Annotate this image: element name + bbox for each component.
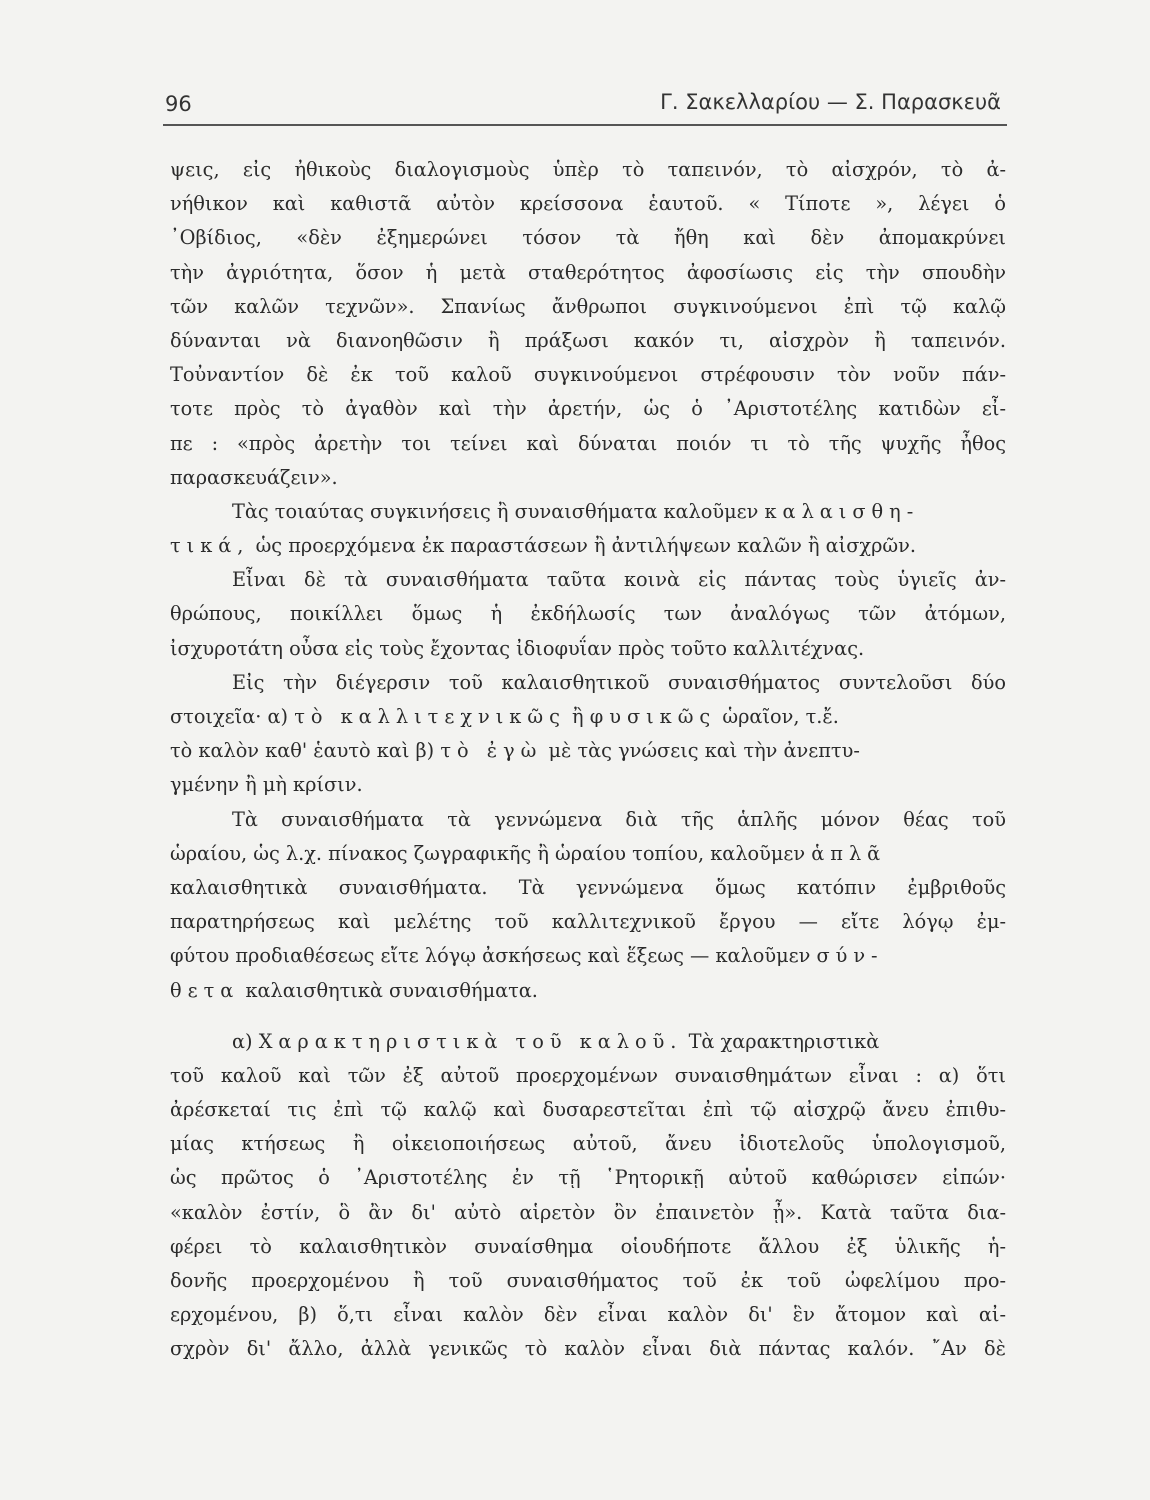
text-line: μίας κτήσεως ἢ οἰκειοποιήσεως αὐτοῦ, ἄνευ ἰδιοτελοῦς ὑπολογισμοῦ, xyxy=(170,1132,1006,1156)
header-rule xyxy=(163,124,1007,126)
text-line: τῶν καλῶν τεχνῶν». Σπανίως ἄνθρωποι συγκινούμενοι ἐπὶ τῷ καλῷ xyxy=(170,294,1006,318)
text-line: Εἰς τὴν διέγερσιν τοῦ καλαισθητικοῦ συναισθήματος συντελοῦσι δύο xyxy=(232,670,1006,694)
text-line: «καλὸν ἐστίν, ὃ ἂν δι' αὐτὸ αἱρετὸν ὂν ἐπαινετὸν ᾖ». Κατὰ ταῦτα δια- xyxy=(170,1200,1006,1224)
body-text xyxy=(170,153,1006,1367)
text-run: στοιχεῖα· α) xyxy=(170,705,289,728)
text-line: ψεις, εἰς ἠθικοὺς διαλογισμοὺς ὑπὲρ τὸ ταπεινόν, τὸ αἰσχρόν, τὸ ἀ- xyxy=(170,158,1006,181)
spaced-term: φυσικῶς xyxy=(589,705,717,728)
text-line: νήθικον καὶ καθιστᾶ αὐτὸν κρείσσονα ἑαυτοῦ. « Τίποτε », λέγει ὁ xyxy=(170,192,1006,216)
text-line: γμένην ἢ μὴ κρίσιν. xyxy=(170,773,363,797)
text-run: Τὰ χαρακτηριστικὰ xyxy=(688,1029,880,1053)
text-run: ὡραῖον, τ.ἔ. xyxy=(722,705,839,728)
spaced-term: ἁπλᾶ xyxy=(811,841,887,865)
text-line: καλαισθητικὰ συναισθήματα. Τὰ γεννώμενα ὅμως κατόπιν ἐμβριθοῦς xyxy=(170,875,1006,899)
text-line: Τοὐναντίον δὲ ἐκ τοῦ καλοῦ συγκινούμενοι στρέφουσιν τὸν νοῦν πάν- xyxy=(170,363,1006,387)
text-line: πε : «πρὸς ἀρετὴν τοι τείνει καὶ δύναται ποιόν τι τὸ τῆς ψυχῆς ἦθος xyxy=(170,431,1006,455)
spaced-term: σύν- xyxy=(816,944,884,968)
running-head: Γ. Σακελλαρίου — Σ. Παρασκευᾶ xyxy=(660,90,1001,114)
text-line: θρώπους, ποικίλλει ὅμως ἡ ἐκδήλωσίς των ἀναλόγως τῶν ἀτόμων, xyxy=(170,602,1006,626)
text-line: τὴν ἀγριότητα, ὅσον ἡ μετὰ σταθερότητος ἀφοσίωσις εἰς τὴν σπουδὴν xyxy=(170,260,1006,284)
spaced-term: τικά, xyxy=(170,534,250,558)
section-marker: α) xyxy=(232,1029,253,1053)
text-line: σχρὸν δι' ἄλλο, ἀλλὰ γενικῶς τὸ καλὸν εἶναι διὰ πάντας καλόν. ῎Αν δὲ xyxy=(170,1337,1006,1361)
paragraph-gap xyxy=(170,1008,1006,1025)
text-line xyxy=(170,974,1006,1008)
page-number: 96 xyxy=(165,92,192,116)
text-run: καλαισθητικὰ συναισθήματα. xyxy=(245,978,538,1002)
text-line xyxy=(170,734,1006,768)
text-line: δονῆς προερχομένου ἢ τοῦ συναισθήματος τοῦ ἐκ τοῦ ὠφελίμου προ- xyxy=(170,1269,1006,1292)
text-line: παρατηρήσεως καὶ μελέτης τοῦ καλλιτεχνικοῦ ἔργου — εἴτε λόγῳ ἐμ- xyxy=(170,910,1006,934)
text-run: ὡραίου, ὡς λ.χ. πίνακος ζωγραφικῆς ἢ ὡραίου τοπίου, καλοῦμεν xyxy=(170,841,806,865)
page-header xyxy=(165,84,1005,124)
text-line: ἰσχυροτάτη οὖσα εἰς τοὺς ἔχοντας ἰδιοφυΐαν πρὸς τοῦτο καλλιτέχνας. xyxy=(170,636,865,660)
text-line xyxy=(170,529,1006,563)
text-line xyxy=(170,939,1006,973)
spaced-term: θετα xyxy=(170,978,240,1002)
text-line xyxy=(170,1025,1006,1059)
text-run: Τὰς τοιαύτας συγκινήσεις ἢ συναισθήματα καλοῦμεν xyxy=(232,499,759,523)
text-line xyxy=(170,700,1006,734)
text-line: Εἶναι δὲ τὰ συναισθήματα ταῦτα κοινὰ εἰς πάντας τοὺς ὑγιεῖς ἀν- xyxy=(232,568,1006,592)
text-line: παρασκευάζειν». xyxy=(170,465,338,489)
text-line xyxy=(170,837,1006,871)
text-run: ὡς προερχόμενα ἐκ παραστάσεων ἢ ἀντιλήψεων καλῶν ἢ αἰσχρῶν. xyxy=(255,534,916,558)
text-line: ἀρέσκεταί τις ἐπὶ τῷ καλῷ καὶ δυσαρεστεῖται ἐπὶ τῷ αἰσχρῷ ἄνευ ἐπιθυ- xyxy=(170,1098,1006,1122)
spaced-term: τὸ ἐγὼ xyxy=(440,739,543,763)
text-line: ὡς πρῶτος ὁ ᾿Αριστοτέλης ἐν τῇ ῾Ρητορικῇ αὐτοῦ καθώρισεν εἰπών· xyxy=(170,1166,1006,1190)
text-run: ἢ xyxy=(572,705,584,728)
text-line: δύνανται νὰ διανοηθῶσιν ἢ πράξωσι κακόν τι, αἰσχρὸν ἢ ταπεινόν. xyxy=(170,328,1006,352)
section-heading: Χαρακτηριστικὰ τοῦ καλοῦ. xyxy=(258,1029,683,1053)
text-run: φύτου προδιαθέσεως εἴτε λόγῳ ἀσκήσεως καὶ ἕξεως — καλοῦμεν xyxy=(170,944,811,968)
text-line xyxy=(170,495,1006,529)
text-line: τοτε πρὸς τὸ ἀγαθὸν καὶ τὴν ἀρετήν, ὡς ὁ ᾿Αριστοτέλης κατιδὼν εἶ- xyxy=(170,397,1006,421)
text-line: φέρει τὸ καλαισθητικὸν συναίσθημα οἱουδήποτε ἄλλου ἐξ ὑλικῆς ἡ- xyxy=(170,1234,1006,1258)
text-line: ᾿Οβίδιος, «δὲν ἐξημερώνει τόσον τὰ ἤθη καὶ δὲν ἀπομακρύνει xyxy=(170,226,1006,250)
spaced-term: τὸ καλλιτεχνικῶς xyxy=(294,705,566,728)
text-run: τὸ καλὸν καθ' ἑαυτὸ καὶ β) xyxy=(170,739,435,763)
text-line: ερχομένου, β) ὅ,τι εἶναι καλὸν δὲν εἶναι καλὸν δι' ἓν ἄτομον καὶ αἰ- xyxy=(170,1303,1006,1327)
text-line: Τὰ συναισθήματα τὰ γεννώμενα διὰ τῆς ἁπλῆς μόνον θέας τοῦ xyxy=(232,807,1006,831)
text-run: μὲ τὰς γνώσεις καὶ τὴν ἀνεπτυ- xyxy=(548,739,860,763)
spaced-term: καλαισθη- xyxy=(764,499,920,523)
text-line: τοῦ καλοῦ καὶ τῶν ἐξ αὐτοῦ προερχομένων συναισθημάτων εἶναι : α) ὅτι xyxy=(170,1063,1006,1087)
